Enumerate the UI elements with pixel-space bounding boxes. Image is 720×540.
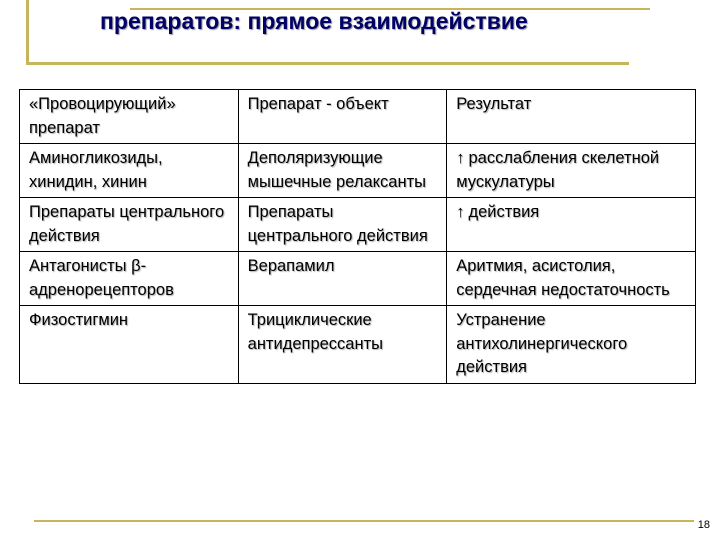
cell-provoking-drug: Антагонисты β-адренорецепторов <box>20 252 239 306</box>
up-arrow-icon: ↑ <box>456 203 465 221</box>
table-row <box>20 252 696 306</box>
cell-provoking-drug: Аминогликозиды, хинидин, хинин <box>20 144 239 198</box>
interaction-table <box>19 89 696 384</box>
cell-result-text: расслабления скелетной мускулатуры <box>456 149 660 191</box>
cell-object-drug: Верапамил <box>238 252 447 306</box>
cell-object-drug: Препараты центрального действия <box>238 198 447 252</box>
cell-result-text: действия <box>468 203 540 221</box>
header-cell-result: Результат <box>447 90 696 144</box>
cell-object-drug: Деполяризующие мышечные релаксанты <box>238 144 447 198</box>
table-header-row <box>20 90 696 144</box>
table-row <box>20 144 696 198</box>
header-cell-provoking-drug: «Провоцирующий» препарат <box>20 90 239 144</box>
cell-result <box>447 144 696 198</box>
table-row <box>20 306 696 384</box>
cell-result <box>447 198 696 252</box>
footer-rule <box>34 520 694 522</box>
slide-title: препаратов: прямое взаимодействие <box>100 8 528 34</box>
up-arrow-icon: ↑ <box>456 149 465 167</box>
cell-provoking-drug: Физостигмин <box>20 306 239 384</box>
table-row <box>20 198 696 252</box>
page-number: 18 <box>697 519 710 531</box>
header-cell-object-drug: Препарат - объект <box>238 90 447 144</box>
cell-provoking-drug: Препараты центрального действия <box>20 198 239 252</box>
cell-result: Аритмия, асистолия, сердечная недостаточность <box>447 252 696 306</box>
cell-result: Устранение антихолинергического действия <box>447 306 696 384</box>
cell-object-drug: Трициклические антидепрессанты <box>238 306 447 384</box>
